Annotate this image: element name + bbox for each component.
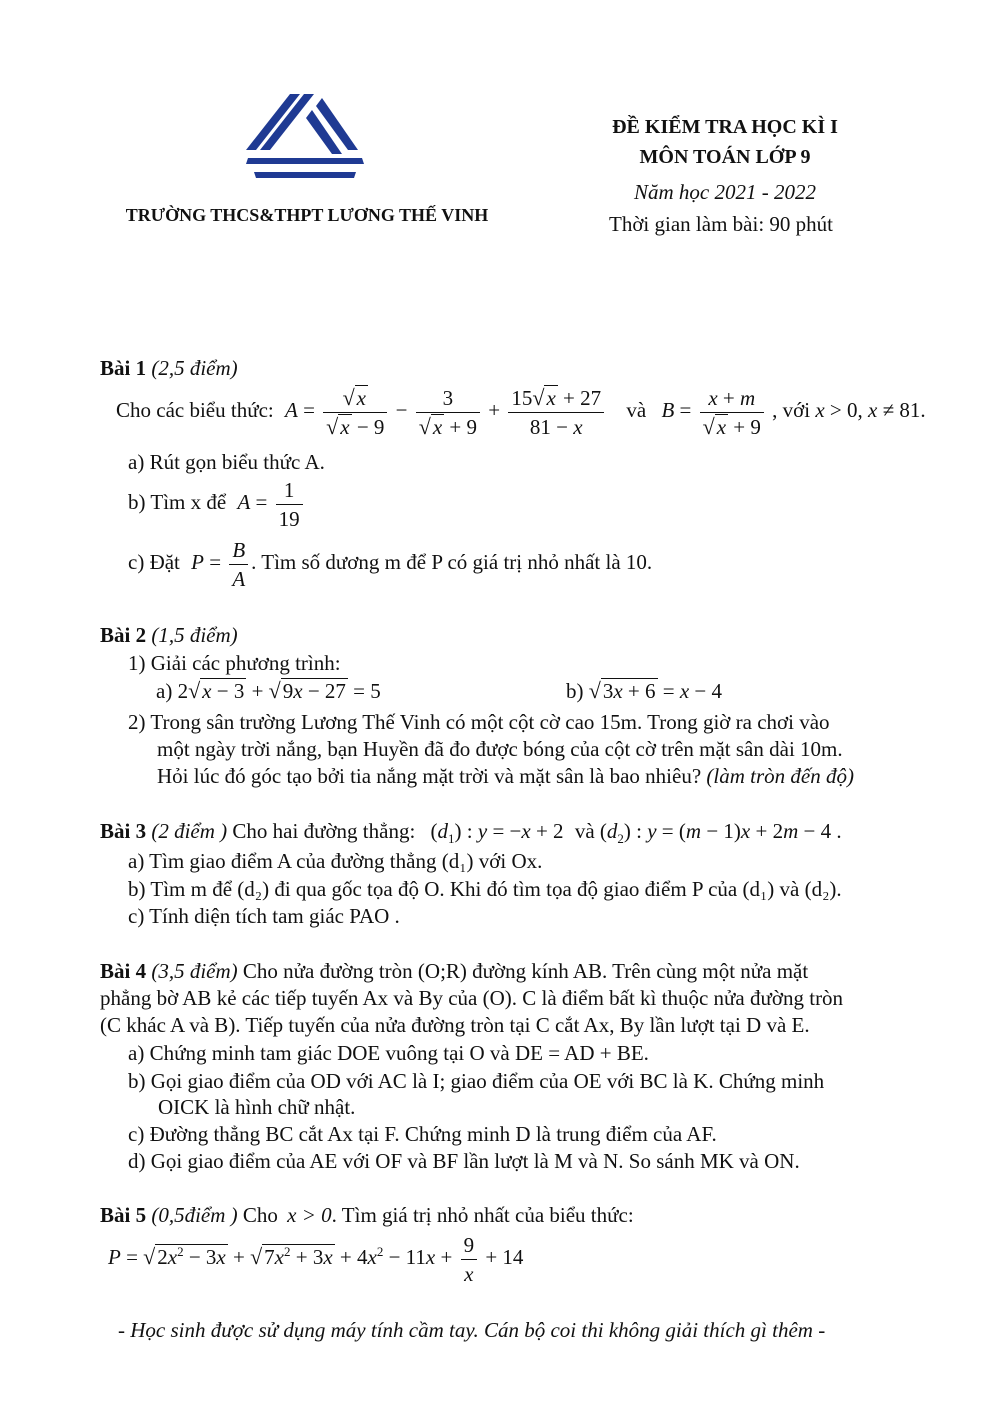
bai3-b: b) Tìm m để (d₂) đi qua gốc tọa độ O. Khi đó tìm tọa độ giao điểm P của (d₁) và (d₂).	[128, 877, 842, 901]
exam-subject: MÔN TOÁN LỚP 9	[639, 146, 811, 168]
bai4-line2: phẳng bờ AB kẻ các tiếp tuyến Ax và By của (O). C là điểm bất kì thuộc nửa đường tròn	[100, 986, 844, 1010]
bai1-and: và	[626, 398, 647, 422]
bai4-b-line1: b) Gọi giao điểm của OD với AC là I; giao điểm của OE với BC là K. Chứng minh	[128, 1069, 825, 1093]
bai2-p1: 1) Giải các phương trình:	[128, 651, 341, 675]
bai1-c: c) Đặt P = $\frac{B}{A}$ . Tìm số dương m để P có giá trị nhỏ nhất là 10.	[128, 537, 653, 591]
bai3-intro: Cho hai đường thẳng:	[232, 819, 416, 843]
bai4-d: d) Gọi giao điểm của AE với OF và BF lần lượt là M và N. So sánh MK và ON.	[128, 1149, 800, 1173]
bai4-heading	[100, 958, 808, 984]
bai1-b-text: b) Tìm x để	[128, 490, 227, 514]
bai3-title: Bài 3	[100, 819, 147, 843]
frac-b: $\frac{x + m}{√x + 9}$	[700, 386, 764, 439]
bai5-title: Bài 5	[100, 1203, 147, 1227]
frac-a2: $\frac{3}{√x + 9}$	[416, 386, 480, 439]
bai2-p2-line3	[157, 763, 854, 789]
bai3-a: a) Tìm giao điểm A của đường thẳng (d₁) với Ox.	[128, 849, 543, 873]
bai5-intro: Cho	[242, 1203, 278, 1227]
bai2-p2-line2: một ngày trời nắng, bạn Huyền đã đo được bóng của cột cờ trên mặt sân dài 10m.	[157, 737, 843, 761]
bai2-p1b-label: b)	[566, 679, 584, 703]
bai1-points: (2,5 điểm)	[151, 356, 238, 380]
exam-title: ĐỀ KIỂM TRA HỌC KÌ I	[612, 116, 838, 138]
bai1-b: b) Tìm x để A = $\frac{1}{19}$	[128, 472, 306, 532]
bai1-cond-prefix: , với	[772, 398, 811, 422]
bai2-p2-note: (làm tròn đến độ)	[706, 764, 854, 788]
bai2-title: Bài 2	[100, 623, 147, 647]
frac-a1: $\frac{√x}{√x - 9}$	[323, 386, 387, 439]
bai2-p1a: a) 2√x − 3 + √9x − 27 = 5	[156, 678, 381, 703]
bai2-p1a-label: a)	[156, 679, 173, 703]
school-logo	[244, 92, 366, 182]
bai3-points: (2 điểm )	[151, 819, 228, 843]
bai1-a: a) Rút gọn biểu thức A.	[128, 450, 325, 474]
bai5-points: (0,5điểm )	[151, 1203, 238, 1227]
bai4-b-line2: OICK là hình chữ nhật.	[158, 1095, 356, 1119]
bai4-title: Bài 4	[100, 959, 147, 983]
bai4-points: (3,5 điểm)	[151, 959, 238, 983]
bai1-title: Bài 1	[100, 356, 147, 380]
bai2-p2-line1: 2) Trong sân trường Lương Thế Vinh có một cột cờ cao 15m. Trong giờ ra chơi vào	[128, 710, 830, 734]
bai5-expression: $P = √2x^2 - 3x + √7x^2 + 3x + 4x^2 - 11x$ + $\frac{9}{x}$ + 14	[108, 1232, 524, 1286]
bai1-expressions: Cho các biểu thức: A = $\frac{√x}{√x - 9}$ − $\frac{3}{√x + 9}$ + $\frac{15√x + 27}{81 - x}$ và B = $\frac{x + m}{√x + 9}$ , với x > 0, x ≠ 81.	[116, 384, 926, 439]
bai1-c-prefix: c) Đặt	[128, 550, 180, 574]
bai2-p2-question: Hỏi lúc đó góc tạo bởi tia nắng mặt trời và mặt sân là bao nhiêu?	[157, 764, 702, 788]
bai3-heading: Bài 3 (2 điểm ) Cho hai đường thẳng: $(d_1)$ : y = −x + 2 và $(d_2)$ : y = (m − 1)x + 2m − 4 .	[100, 819, 842, 847]
exam-duration: Thời gian làm bài: 90 phút	[609, 212, 833, 236]
bai5-tail: . Tìm giá trị nhỏ nhất của biểu thức:	[331, 1203, 634, 1227]
bai2-points: (1,5 điểm)	[151, 623, 238, 647]
bai1-heading	[100, 355, 238, 381]
bai4-a: a) Chứng minh tam giác DOE vuông tại O và DE = AD + BE.	[128, 1041, 649, 1065]
bai4-line1: Cho nửa đường tròn (O;R) đường kính AB. Trên cùng một nửa mặt	[242, 959, 809, 983]
bai1-intro: Cho các biểu thức:	[116, 398, 274, 422]
footer-note: - Học sinh được sử dụng máy tính cầm tay. Cán bộ coi thi không giải thích gì thêm -	[118, 1318, 826, 1342]
school-name: TRƯỜNG THCS&THPT LƯƠNG THẾ VINH	[125, 205, 489, 225]
frac-9-over-x: $\frac{9}{x}$	[461, 1233, 478, 1286]
school-year: Năm học 2021 - 2022	[634, 180, 816, 204]
bai4-line3: (C khác A và B). Tiếp tuyến của nửa đường tròn tại C cắt Ax, By lần lượt tại D và E.	[100, 1013, 810, 1037]
bai1-c-suffix: . Tìm số dương m để P có giá trị nhỏ nhất là 10.	[251, 550, 653, 574]
bai2-heading	[100, 622, 238, 648]
bai4-c: c) Đường thẳng BC cắt Ax tại F. Chứng minh D là trung điểm của AF.	[128, 1122, 717, 1146]
frac-p: $\frac{B}{A}$	[229, 538, 248, 591]
frac-a3: $\frac{15√x + 27}{81 - x}$	[508, 386, 604, 439]
bai3-c: c) Tính diện tích tam giác PAO .	[128, 904, 400, 928]
bai3-and: và	[574, 819, 595, 843]
frac-b-value: $\frac{1}{19}$	[276, 478, 303, 531]
bai2-p1b: b) √3x + 6 = x − 4	[566, 678, 723, 703]
bai5-cond: x > 0	[287, 1203, 332, 1227]
